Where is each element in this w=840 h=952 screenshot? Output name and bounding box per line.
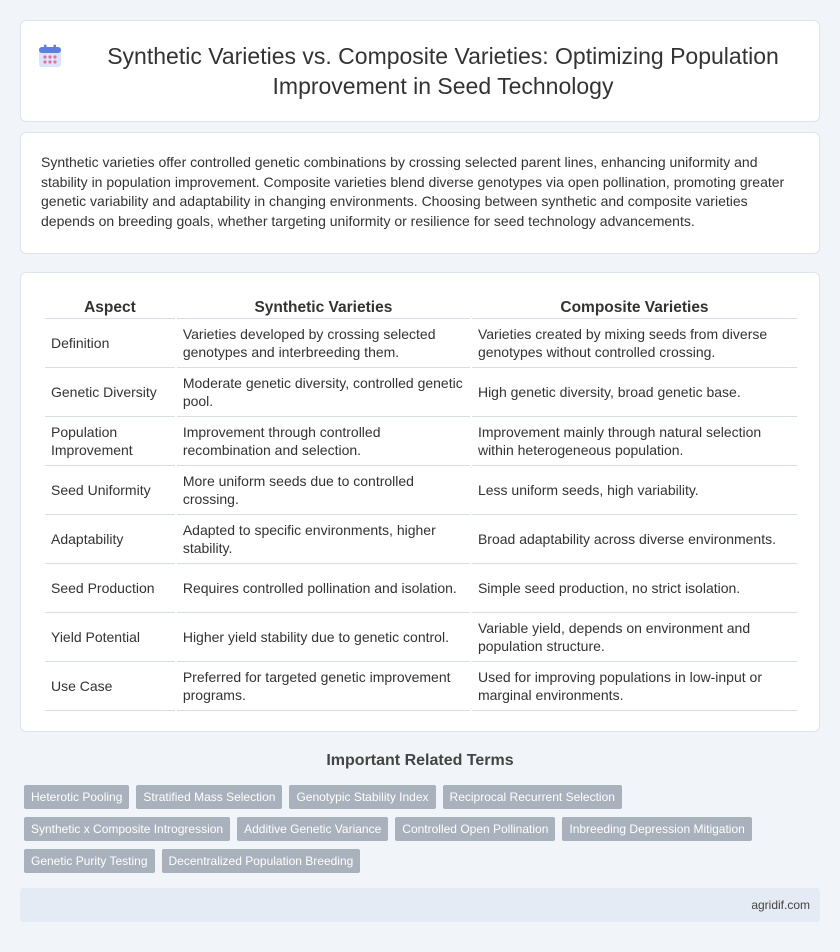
title-wrap xyxy=(37,41,803,101)
related-term-tag[interactable]: Controlled Open Pollination xyxy=(395,817,555,841)
table-header-row xyxy=(45,293,797,319)
cell-composite: High genetic diversity, broad genetic base. xyxy=(472,368,797,417)
footer-domain[interactable]: agridif.com xyxy=(751,898,810,912)
cell-synthetic: Varieties developed by crossing selected genotypes and interbreeding them. xyxy=(177,319,470,368)
table-row xyxy=(45,417,797,466)
related-term-tag[interactable]: Synthetic x Composite Introgression xyxy=(24,817,230,841)
cell-aspect: Adaptability xyxy=(45,515,175,564)
cell-aspect: Seed Production xyxy=(45,564,175,613)
header-aspect: Aspect xyxy=(45,293,175,319)
related-term-tag[interactable]: Decentralized Population Breeding xyxy=(162,849,361,873)
table-row xyxy=(45,613,797,662)
page-title: Synthetic Varieties vs. Composite Varieties: Optimizing Population Improvement in Seed Technology xyxy=(107,43,779,99)
related-term-tag[interactable]: Additive Genetic Variance xyxy=(237,817,388,841)
footer xyxy=(20,888,820,922)
cell-synthetic: Preferred for targeted genetic improvement programs. xyxy=(177,662,470,711)
related-term-tag[interactable]: Genetic Purity Testing xyxy=(24,849,155,873)
table-row xyxy=(45,515,797,564)
cell-synthetic: Higher yield stability due to genetic control. xyxy=(177,613,470,662)
related-term-tag[interactable]: Heterotic Pooling xyxy=(24,785,129,809)
related-terms-title: Important Related Terms xyxy=(326,752,514,769)
related-term-tag[interactable]: Reciprocal Recurrent Selection xyxy=(443,785,622,809)
header-composite: Composite Varieties xyxy=(472,293,797,319)
header-card xyxy=(20,20,820,122)
table-row xyxy=(45,662,797,711)
comparison-table-card xyxy=(20,272,820,732)
cell-synthetic: Requires controlled pollination and isolation. xyxy=(177,564,470,613)
cell-synthetic: Moderate genetic diversity, controlled genetic pool. xyxy=(177,368,470,417)
cell-composite: Less uniform seeds, high variability. xyxy=(472,466,797,515)
cell-composite: Varieties created by mixing seeds from diverse genotypes without controlled crossing. xyxy=(472,319,797,368)
cell-synthetic: Adapted to specific environments, higher stability. xyxy=(177,515,470,564)
cell-composite: Simple seed production, no strict isolation. xyxy=(472,564,797,613)
related-term-tag[interactable]: Stratified Mass Selection xyxy=(136,785,282,809)
cell-aspect: Use Case xyxy=(45,662,175,711)
related-terms-tags xyxy=(24,785,814,873)
cell-aspect: Seed Uniformity xyxy=(45,466,175,515)
header-synthetic: Synthetic Varieties xyxy=(177,293,470,319)
table-row xyxy=(45,368,797,417)
related-term-tag[interactable]: Genotypic Stability Index xyxy=(289,785,435,809)
cell-aspect: Population Improvement xyxy=(45,417,175,466)
cell-composite: Improvement mainly through natural selection within heterogeneous population. xyxy=(472,417,797,466)
comparison-table xyxy=(43,293,799,711)
cell-composite: Used for improving populations in low-input or marginal environments. xyxy=(472,662,797,711)
table-row xyxy=(45,319,797,368)
intro-card xyxy=(20,132,820,254)
cell-aspect: Yield Potential xyxy=(45,613,175,662)
table-row xyxy=(45,564,797,613)
cell-synthetic: More uniform seeds due to controlled crossing. xyxy=(177,466,470,515)
cell-aspect: Genetic Diversity xyxy=(45,368,175,417)
cell-synthetic: Improvement through controlled recombination and selection. xyxy=(177,417,470,466)
calendar-icon xyxy=(37,43,63,69)
cell-aspect: Definition xyxy=(45,319,175,368)
table-row xyxy=(45,466,797,515)
cell-composite: Variable yield, depends on environment and population structure. xyxy=(472,613,797,662)
intro-text: Synthetic varieties offer controlled genetic combinations by crossing selected parent lines, enhancing uniformity and stability in population improvement. Composite varieties blend diverse genotypes via open pollination, promoting greater genetic variability and adaptability in changing environments. Choosing between synthetic and composite varieties depends on breeding goals, whether targeting uniformity or resilience for seed technology advancements. xyxy=(41,154,785,229)
related-term-tag[interactable]: Inbreeding Depression Mitigation xyxy=(562,817,751,841)
cell-composite: Broad adaptability across diverse environments. xyxy=(472,515,797,564)
